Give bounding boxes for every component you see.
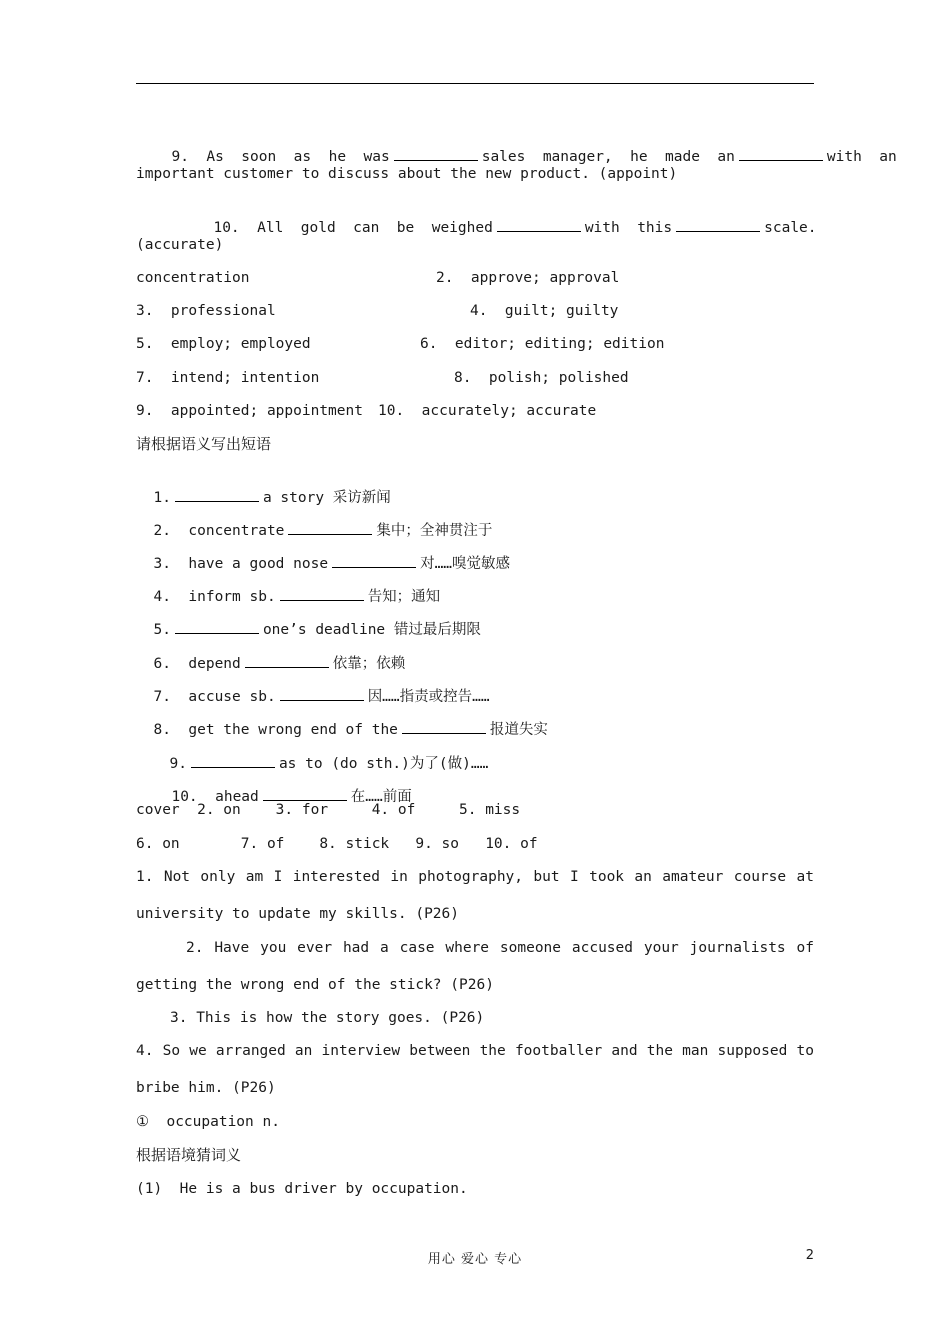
answer-line: 6. on 7. of 8. stick 9. so 10. of (136, 836, 538, 852)
phrase-post: as to (do sth.)为了(做)…… (278, 756, 489, 772)
sentence-2-line2: getting the wrong end of the stick? (P26) (136, 977, 494, 993)
answer-left: 5. employ; employed (136, 336, 311, 352)
phrase-pre: 1. (153, 490, 171, 506)
phrase-post: one’s deadline 错过最后期限 (262, 622, 481, 638)
phrase-pre: 4. inform sb. (153, 589, 276, 605)
example-sentence: (1) He is a bus driver by occupation. (136, 1181, 468, 1197)
q9-text-c: with an (826, 149, 897, 165)
answer-right: 4. guilt; guilty (470, 303, 619, 319)
answer-right: 8. polish; polished (454, 370, 629, 386)
phrase-pre: 2. concentrate (153, 523, 285, 539)
sentence-1-line1: 1. Not only am I interested in photography, but I took an amateur course at (136, 869, 814, 885)
blank (497, 219, 581, 232)
phrase-pre: 9. (169, 756, 187, 772)
header-rule (136, 83, 814, 84)
phrase-post: 对……嗅觉敏感 (420, 556, 511, 572)
sentence-3: 3. This is how the story goes. (P26) (170, 1010, 485, 1026)
phrase-post: 依靠；依赖 (332, 656, 406, 672)
question-9-line2: important customer to discuss about the new product. (appoint) (136, 166, 678, 182)
blank (676, 219, 760, 232)
sentence-2-line1: 2. Have you ever had a case where someone accused your journalists of (186, 940, 814, 956)
question-10-line2: (accurate) (136, 237, 224, 253)
phrase-post: 告知；通知 (367, 589, 441, 605)
footer-motto: 用心 爱心 专心 (427, 1252, 523, 1267)
answer-left: concentration (136, 270, 250, 286)
question-9-line1 (154, 127, 897, 167)
blank (394, 148, 478, 161)
q9-text-a: 9. As soon as he was (171, 149, 390, 165)
answer-line: cover 2. on 3. for 4. of 5. miss (136, 802, 521, 818)
answer-right: 10. accurately; accurate (378, 403, 597, 419)
answer-right: 2. approve; approval (436, 270, 620, 286)
sentence-1-line2: university to update my skills. (P26) (136, 906, 460, 922)
answer-left: 9. appointed; appointment (136, 403, 363, 419)
blank (739, 148, 823, 161)
phrase-pre: 10. ahead (171, 789, 259, 805)
phrase-post: 因……指责或控告…… (367, 689, 490, 705)
phrase-pre: 7. accuse sb. (153, 689, 276, 705)
sentence-4-line2: bribe him. (P26) (136, 1080, 276, 1096)
phrase-post: 集中；全神贯注于 (376, 523, 493, 539)
answer-left: 7. intend; intention (136, 370, 320, 386)
phrase-post: a story 采访新闻 (262, 490, 391, 506)
q10-text-b: with this (584, 220, 673, 236)
phrase-pre: 6. depend (153, 656, 241, 672)
guess-heading: 根据语境猜词义 (136, 1146, 242, 1164)
q9-text-b: sales manager, he made an (481, 149, 735, 165)
blank (402, 721, 486, 734)
phrase-heading: 请根据语义写出短语 (136, 435, 272, 453)
answer-left: 3. professional (136, 303, 276, 319)
phrase-pre: 3. have a good nose (153, 556, 329, 572)
page-number: 2 (805, 1248, 814, 1263)
sentence-4-line1: 4. So we arranged an interview between the footballer and the man supposed to (136, 1043, 814, 1059)
phrase-pre: 8. get the wrong end of the (153, 722, 398, 738)
question-10-line1 (196, 198, 817, 238)
phrase-post: 在……前面 (350, 789, 412, 805)
q10-text-a: 10. All gold can be weighed (213, 220, 493, 236)
answer-right: 6. editor; editing; edition (420, 336, 665, 352)
phrase-pre: 5. (153, 622, 171, 638)
phrase-post: 报道失实 (489, 722, 548, 738)
vocab-item: ① occupation n. (136, 1114, 280, 1130)
blank (175, 621, 259, 634)
q10-text-c: scale. (764, 220, 817, 236)
